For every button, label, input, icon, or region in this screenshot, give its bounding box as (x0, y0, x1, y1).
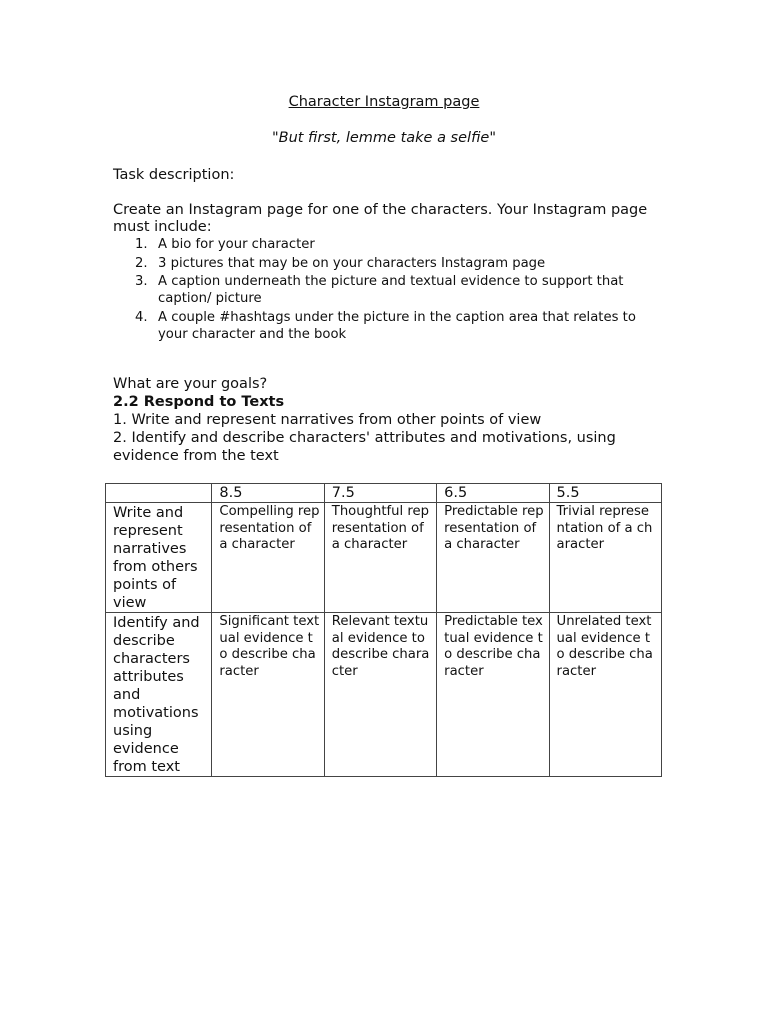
requirement-text: A couple #hashtags under the picture in the caption area that relates to your character and the book (158, 309, 636, 342)
rubric-header-cell: 5.5 (549, 484, 661, 503)
requirement-number: 4. (135, 309, 148, 325)
rubric-header-cell: 8.5 (212, 484, 324, 503)
rubric-header-cell (106, 484, 212, 503)
goals-heading: 2.2 Respond to Texts (113, 394, 285, 410)
rubric-cell: Predictable textual evidence to describe character (437, 613, 549, 777)
rubric-criterion: Write and represent narratives from others points of view (106, 503, 212, 613)
subtitle-quote: "But first, lemme take a selfie" (271, 130, 497, 146)
goal-item: 2. Identify and describe characters' attributes and motivations, using evidence from the text (113, 430, 616, 464)
rubric-cell: Thoughtful representation of a character (324, 503, 436, 613)
rubric-cell: Predictable representation of a character (437, 503, 549, 613)
rubric-header-cell: 6.5 (437, 484, 549, 503)
requirement-item (113, 236, 653, 253)
rubric-cell: Compelling representation of a character (212, 503, 324, 613)
requirement-item (113, 255, 653, 272)
requirement-number: 2. (135, 255, 148, 271)
requirement-item (113, 309, 653, 343)
goals-list (113, 411, 653, 465)
task-description-label: Task description: (113, 167, 235, 183)
requirement-text: A bio for your character (158, 237, 315, 252)
rubric-criterion: Identify and describe characters attributes and motivations using evidence from text (106, 613, 212, 777)
rubric-row (106, 613, 662, 777)
page-title: Character Instagram page (288, 94, 480, 110)
rubric-header-row (106, 484, 662, 503)
requirement-number: 3. (135, 274, 148, 289)
requirement-item (113, 273, 653, 307)
rubric-cell: Unrelated textual evidence to describe character (549, 613, 661, 777)
task-intro: Create an Instagram page for one of the characters. Your Instagram page must include: (113, 202, 648, 235)
goal-item: 1. Write and represent narratives from other points of view (113, 412, 542, 428)
requirement-number: 1. (135, 237, 148, 252)
requirement-text: 3 pictures that may be on your characters Instagram page (158, 255, 546, 271)
rubric-cell: Trivial representation of a character (549, 503, 661, 613)
rubric-table (105, 483, 662, 777)
requirement-text: A caption underneath the picture and textual evidence to support that caption/ picture (158, 274, 624, 306)
rubric-cell: Relevant textual evidence to describe character (324, 613, 436, 777)
rubric-cell: Significant textual evidence to describe character (212, 613, 324, 777)
rubric-row (106, 503, 662, 613)
goals-question: What are your goals? (113, 376, 268, 392)
requirements-list (113, 236, 653, 344)
rubric-header-cell: 7.5 (324, 484, 436, 503)
